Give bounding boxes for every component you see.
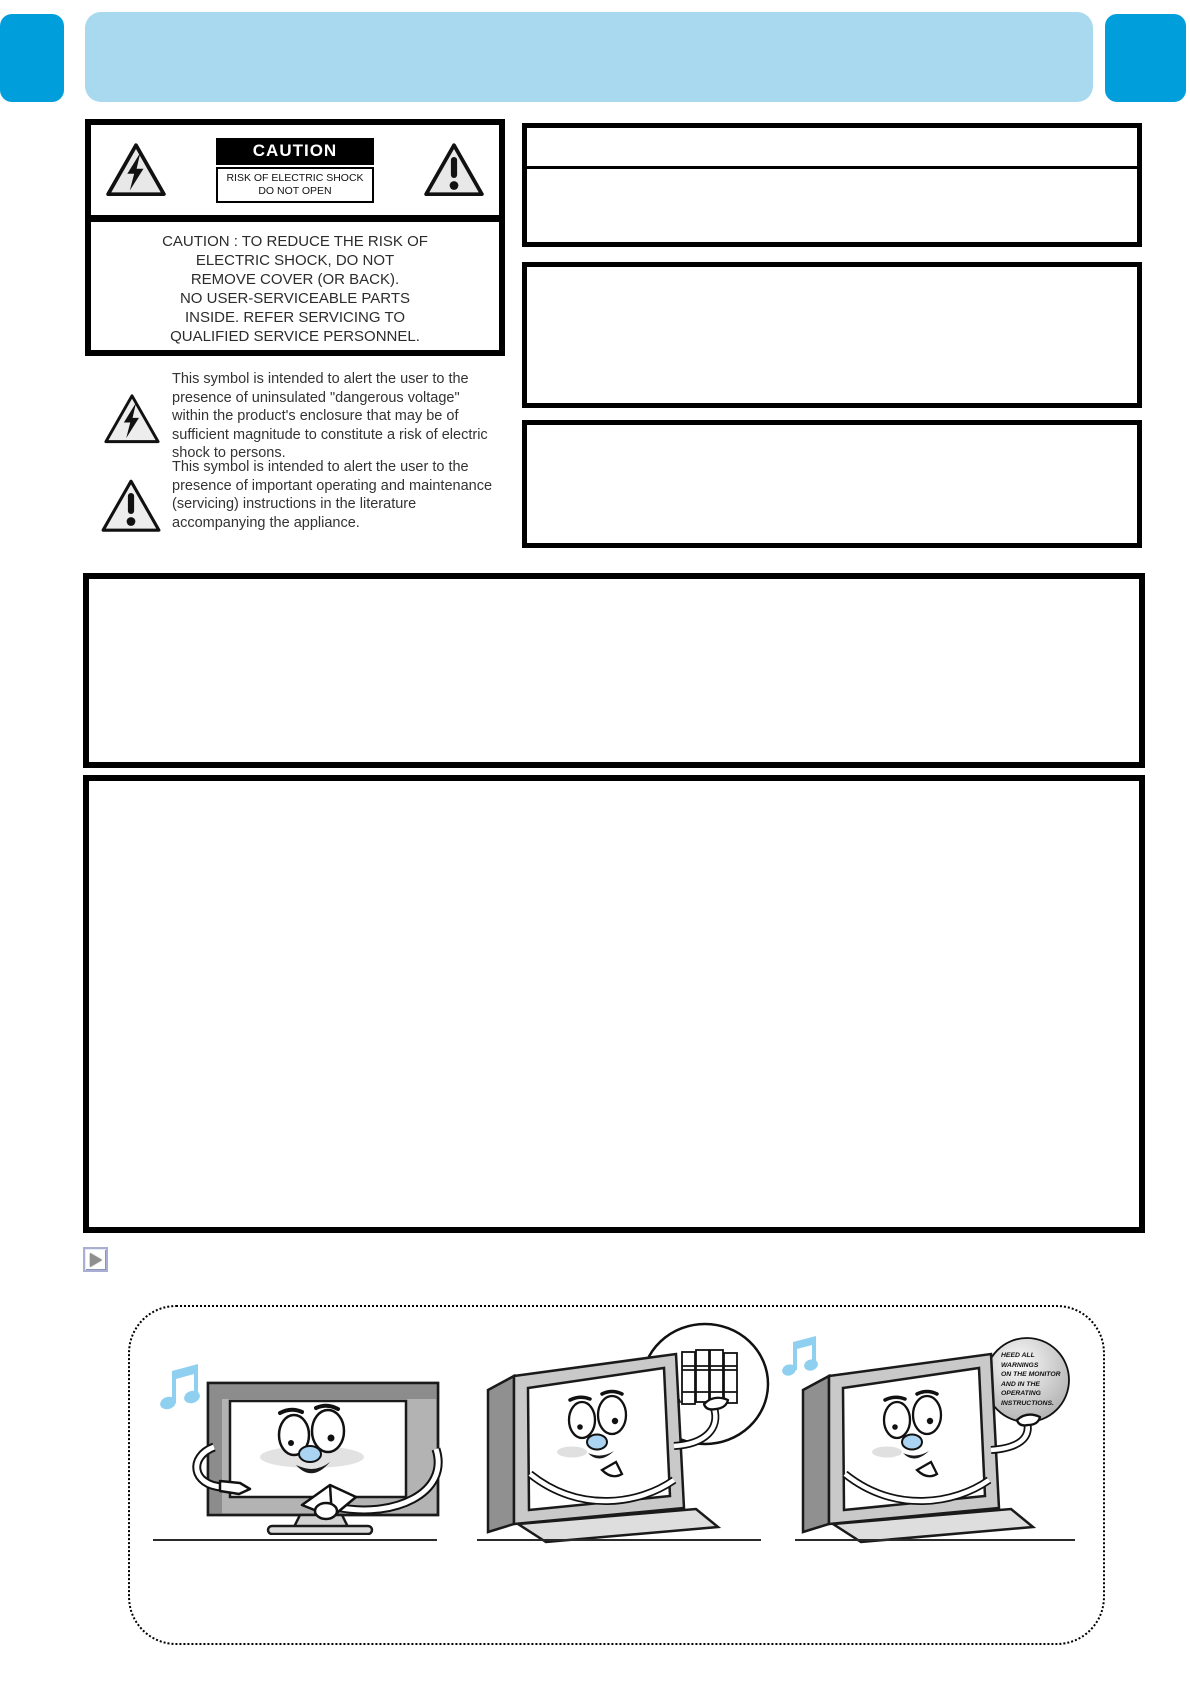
caution-box-top-row [91,125,499,215]
heed-warnings-balloon-text [1001,1351,1067,1417]
content-frame-lower [83,775,1145,1233]
warning-frame-top-divider [527,166,1137,169]
caption-rule-3 [795,1539,1075,1541]
tv-illustration-heed-warnings [775,1312,1095,1557]
music-note-icon [159,1364,202,1411]
heed-line: ON THE MONITOR [1001,1371,1061,1379]
caution-body-line: NO USER-SERVICEABLE PARTS [179,290,411,307]
caution-body-line: ELECTRIC SHOCK, DO NOT [195,252,395,269]
tv-illustration-keep-instructions [460,1312,780,1557]
caution-box-divider [91,215,499,222]
risk-of-shock-box [216,167,374,203]
warning-frame-top [522,123,1142,247]
heed-line: OPERATING [1001,1390,1041,1398]
exclamation-triangle-icon [423,142,485,198]
risk-line-2: DO NOT OPEN [258,184,332,197]
content-frame-upper [83,573,1145,768]
music-note-icon [781,1336,820,1377]
header-accent-right [1105,14,1186,102]
lightning-triangle-icon [105,142,167,198]
operating-instructions-note: This symbol is intended to alert the user to the presence of important operating and maintenance (servicing) instructions in the literature accompanying the appliance. [172,459,493,531]
caution-body-line: CAUTION : TO REDUCE THE RISK OF [162,233,428,250]
tv-illustration-read-instructions [150,1355,450,1535]
lightning-triangle-icon [103,384,161,454]
caption-rule-1 [153,1539,437,1541]
caution-title: CAUTION [216,138,374,165]
caution-body-line: QUALIFIED SERVICE PERSONNEL. [170,328,420,345]
exclamation-triangle-icon [100,468,162,544]
heed-line: INSTRUCTIONS. [1001,1399,1054,1407]
heed-line: AND IN THE [1001,1380,1040,1388]
caption-rule-2 [477,1539,761,1541]
heed-line: HEED ALL [1001,1352,1035,1359]
heed-line: WARNINGS [1001,1361,1039,1369]
caution-body-line: REMOVE COVER (OR BACK). [190,271,400,288]
caution-warning-box [85,119,505,356]
risk-line-1: RISK OF ELECTRIC SHOCK [226,171,364,184]
play-icon [90,1253,102,1267]
dangerous-voltage-note: This symbol is intended to alert the user to the presence of uninsulated "dangerous voltage" within the product's enclosure that may be of sufficient magnitude to constitute a risk of electric shock to persons. [172,371,488,461]
play-marker-button[interactable] [83,1247,108,1272]
caution-body-text [91,222,499,346]
header-band [85,12,1093,102]
warning-frame-middle [522,262,1142,408]
caution-body-line: INSIDE. REFER SERVICING TO [184,309,406,326]
warning-frame-bottom [522,420,1142,548]
caution-label-block [216,138,374,203]
header-accent-left [0,14,64,102]
